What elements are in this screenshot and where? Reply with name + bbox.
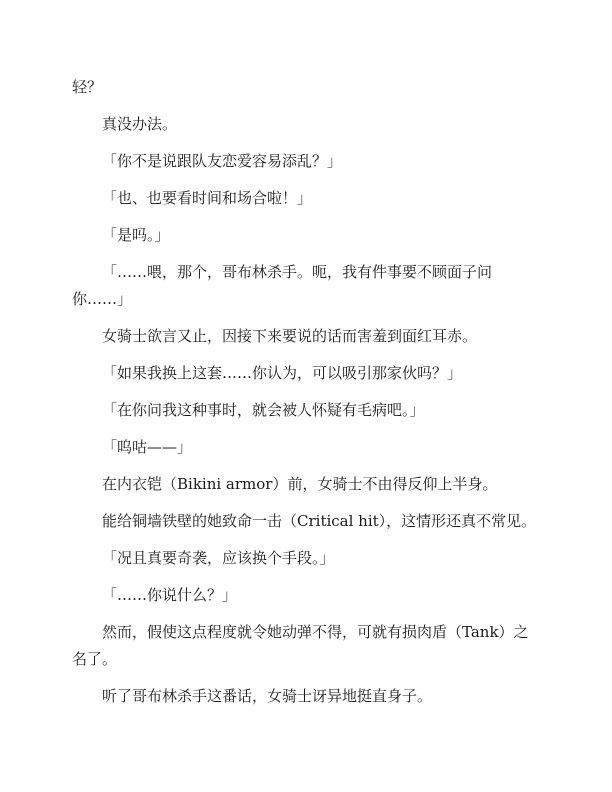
paragraph: 轻？ — [72, 78, 103, 96]
paragraph: 「你不是说跟队友恋爱容易添乱？」 — [102, 152, 343, 170]
paragraph: 「也、也要看时间和场合啦！」 — [102, 189, 313, 207]
paragraph: 「……喂，那个，哥布林杀手。呃，我有件事要不顾面子问你……」 — [72, 263, 493, 308]
paragraph: 能给铜墙铁壁的她致命一击（Critical hit），这情形还真不常见。 — [102, 512, 537, 530]
body-text — [72, 74, 540, 720]
paragraph: 然而，假使这点程度就令她动弹不得，可就有损肉盾（Tank）之名了。 — [72, 623, 529, 668]
paragraph: 「呜咕——」 — [102, 438, 193, 456]
paragraph: 女骑士欲言又止，因接下来要说的话而害羞到面红耳赤。 — [102, 327, 478, 345]
paragraph: 「……你说什么？」 — [102, 586, 238, 604]
paragraph: 在内衣铠（Bikini armor）前，女骑士不由得反仰上半身。 — [102, 475, 498, 493]
paragraph: 「在你问我这种事时，就会被人怀疑有毛病吧。」 — [102, 401, 425, 419]
paragraph: 「如果我换上这套……你认为，可以吸引那家伙吗？」 — [102, 364, 463, 382]
paragraph: 「是吗。」 — [102, 226, 170, 244]
paragraph: 听了哥布林杀手这番话，女骑士讶异地挺直身子。 — [102, 687, 433, 705]
paragraph: 「况且真要奇袭，应该换个手段。」 — [102, 549, 335, 567]
paragraph: 真没办法。 — [102, 115, 178, 133]
